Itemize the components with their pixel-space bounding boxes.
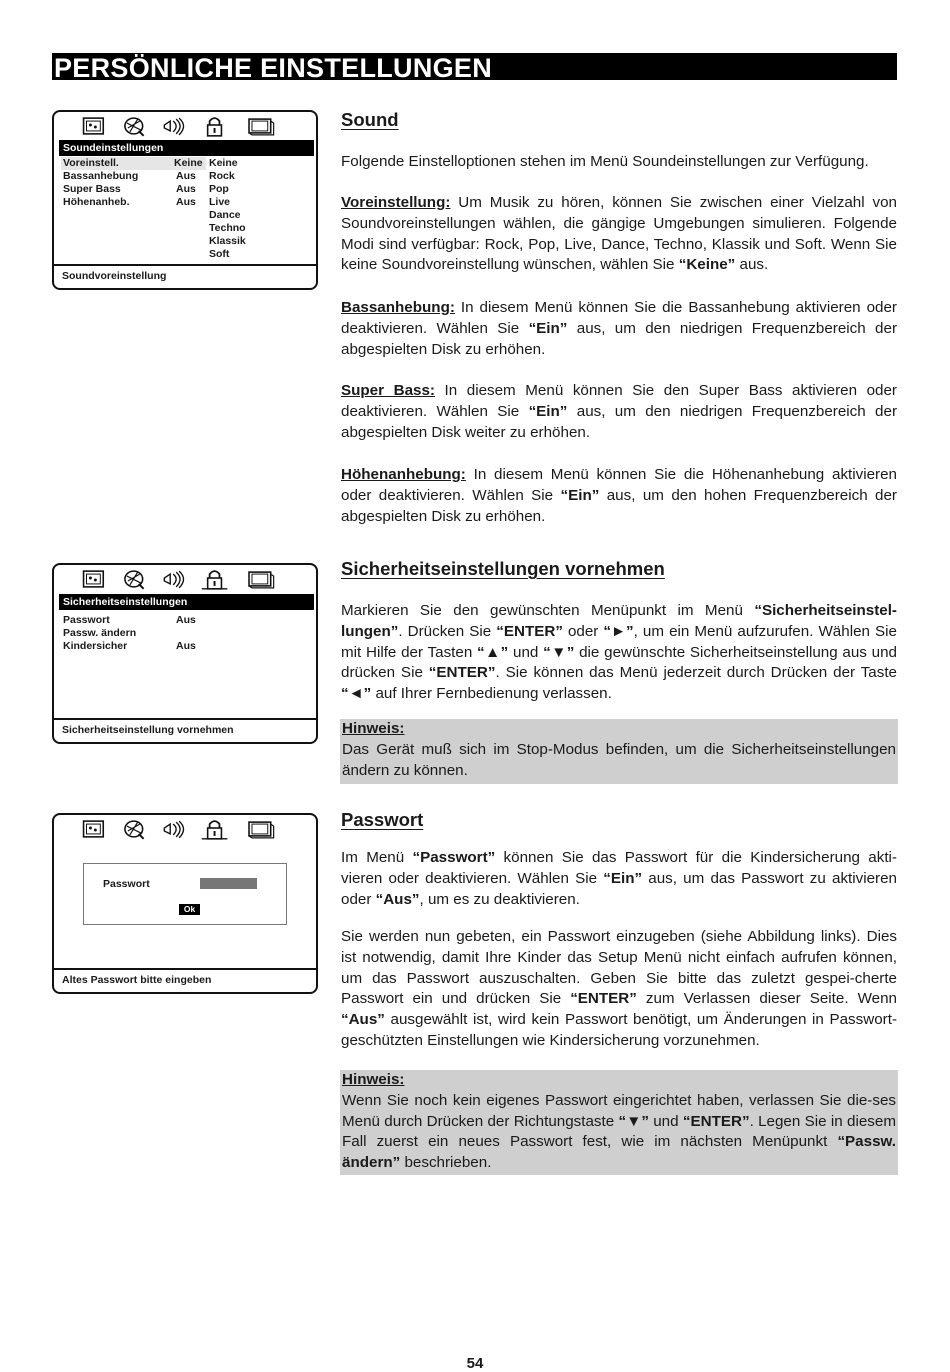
- preset-option[interactable]: Pop: [209, 183, 229, 195]
- sound-superbass-paragraph: Super Bass: In diesem Menü können Sie den Super Bass aktivieren oder deaktivieren. Wählen Sie “Ein” aus, um den niedrigen Frequenzbereich der abgespielten Disk weiter zu erhöhen.: [341, 382, 897, 441]
- picture-icon: [84, 571, 104, 587]
- speaker-icon: [164, 821, 183, 838]
- disc-icon: [125, 821, 144, 839]
- password-label: Passwort: [103, 878, 150, 890]
- lock-icon: [208, 118, 222, 136]
- preset-option[interactable]: Dance: [209, 209, 241, 221]
- page-number: 54: [466, 1355, 484, 1372]
- menu-row-label[interactable]: Voreinstell.: [61, 157, 176, 170]
- preset-option[interactable]: Live: [209, 196, 231, 208]
- menu-footer: Soundvoreinstellung: [54, 264, 316, 288]
- menu-row-value: Aus: [176, 183, 196, 195]
- lock-icon: [202, 821, 228, 839]
- osd-sound-menu: [52, 110, 318, 290]
- term: Höhenanhebung:: [341, 466, 466, 483]
- security-note: [340, 719, 898, 784]
- menu-title-bar: Sicherheitseinstellungen: [59, 594, 314, 610]
- security-heading: Sicherheitseinstellungen vornehmen: [341, 558, 665, 579]
- disc-icon: [125, 571, 144, 589]
- menu-row-label[interactable]: Super Bass: [63, 183, 121, 195]
- speaker-icon: [164, 118, 183, 135]
- password-note: [340, 1070, 898, 1175]
- picture-icon: [84, 118, 104, 134]
- password-heading: Passwort: [341, 809, 424, 830]
- disc-icon: [125, 118, 144, 136]
- password-paragraph-1: Im Menü “Passwort” können Sie das Passwort für die Kindersicherung akti-vieren oder deaktivieren. Wählen Sie “Ein” aus, um das Passwort zu aktivieren oder “Aus”, um es zu deaktivieren.: [341, 849, 898, 908]
- term: Bassanhebung:: [341, 299, 455, 316]
- password-input[interactable]: [200, 878, 257, 889]
- note-text: Das Gerät muß sich im Stop-Modus befinden, um die Sicherheitseinstellungen ändern zu können.: [342, 740, 896, 779]
- menu-title-bar: Soundeinstellungen: [59, 140, 314, 156]
- menu-row-value: Aus: [176, 170, 196, 182]
- ok-button[interactable]: Ok: [179, 904, 200, 915]
- password-paragraph-2: Sie werden nun gebeten, ein Passwort einzugeben (siehe Abbildung links). Dies ist notwendig, damit Ihre Kinder das Setup Menü nicht einfach aufrufen können, um das Passwort auszuschalten. Geben Sie bitte das zuletzt gespei-cherte Passwort ein und drücken Sie “ENTER” zum Verlassen dieser Seite. Wenn “Aus” ausgewählt ist, wird kein Passwort benötigt, um Änderungen in Passwort-geschützten Einstellungen wie Kindersicherung vorzunehmen.: [341, 928, 897, 1049]
- menu-row-label[interactable]: Passw. ändern: [63, 627, 137, 639]
- screen-icon: [249, 822, 274, 838]
- note-title: Hinweis:: [342, 720, 405, 737]
- screen-icon: [249, 119, 274, 135]
- menu-row-value: Aus: [176, 640, 196, 652]
- menu-row-label[interactable]: Kindersicher: [63, 640, 128, 652]
- sound-bass-paragraph: Bassanhebung: In diesem Menü können Sie die Bassanhebung aktivieren oder deaktivieren. Wählen Sie “Ein” aus, um den niedrigen Frequenzbereich der abgespielten Disk zu erhöhen.: [341, 299, 897, 358]
- sound-heading: Sound: [341, 109, 399, 130]
- menu-row-label[interactable]: Bassanhebung: [63, 170, 139, 182]
- menu-icon-strip: [54, 565, 316, 593]
- menu-row-label[interactable]: Passwort: [63, 614, 110, 626]
- menu-row-value[interactable]: Keine: [174, 157, 206, 170]
- menu-row-value: Aus: [176, 196, 196, 208]
- menu-row-value: Aus: [176, 614, 196, 626]
- note-text: Wenn Sie noch kein eigenes Passwort eingerichtet haben, verlassen Sie die-ses Menü durch Drücken der Richtungstaste “▼” und “ENTER”. Legen Sie in diesem Fall zuerst ein neues Passwort fest, wie im nächsten Menüpunkt “Passw. ändern” beschrieben.: [342, 1091, 896, 1172]
- sound-voreinstellung-paragraph: Voreinstellung: Um Musik zu hören, können Sie zwischen einer Vielzahl von Soundvoreinstellungen wählen, die gängige Umgebungen simulieren. Folgende Modi sind verfügbar: Rock, Pop, Live, Dance, Techno, Klassik und Soft. Wenn Sie keine Soundvoreinstellung wünschen, wählen Sie “Keine” aus.: [341, 194, 897, 274]
- preset-option[interactable]: Keine: [209, 157, 238, 169]
- page-title: PERSÖNLICHE EINSTELLUNGEN: [52, 53, 897, 80]
- osd-security-menu: [52, 563, 318, 744]
- osd-password-menu: [52, 813, 318, 994]
- menu-footer: Sicherheitseinstellung vornehmen: [54, 718, 316, 742]
- preset-option[interactable]: Klassik: [209, 235, 246, 247]
- password-dialog: [83, 863, 287, 925]
- screen-icon: [249, 572, 274, 588]
- preset-option[interactable]: Soft: [209, 248, 230, 260]
- sound-intro: Folgende Einstelloptionen stehen im Menü Soundeinstellungen zur Verfügung.: [341, 153, 869, 170]
- lock-icon: [202, 571, 228, 589]
- preset-option[interactable]: Rock: [209, 170, 235, 182]
- sound-hoehen-paragraph: Höhenanhebung: In diesem Menü können Sie die Höhenanhebung aktivieren oder deaktivieren. Wählen Sie “Ein” aus, um den hohen Frequenzbereich der abgespielten Disk zu erhöhen.: [341, 466, 897, 525]
- picture-icon: [84, 821, 104, 837]
- term: Voreinstellung:: [341, 194, 451, 211]
- menu-row-label[interactable]: Höhenanheb.: [63, 196, 130, 208]
- note-title: Hinweis:: [342, 1071, 405, 1088]
- menu-footer: Altes Passwort bitte eingeben: [54, 968, 316, 992]
- menu-icon-strip: [54, 112, 316, 140]
- speaker-icon: [164, 571, 183, 588]
- preset-option[interactable]: Techno: [209, 222, 246, 234]
- menu-icon-strip: [54, 815, 316, 843]
- term: Super Bass:: [341, 382, 435, 399]
- security-paragraph: Markieren Sie den gewünschten Menüpunkt im Menü “Sicherheitseinstel-lungen”. Drücken Sie “ENTER” oder “►”, um ein Menü aufzurufen. Wählen Sie mit Hilfe der Tasten “▲” und “▼” die gewünschte Sicherheitseinstellung aus und drücken Sie “ENTER”. Sie können das Menü jederzeit durch Drücken der Taste “◄” auf Ihrer Fernbedienung verlassen.: [341, 602, 898, 703]
